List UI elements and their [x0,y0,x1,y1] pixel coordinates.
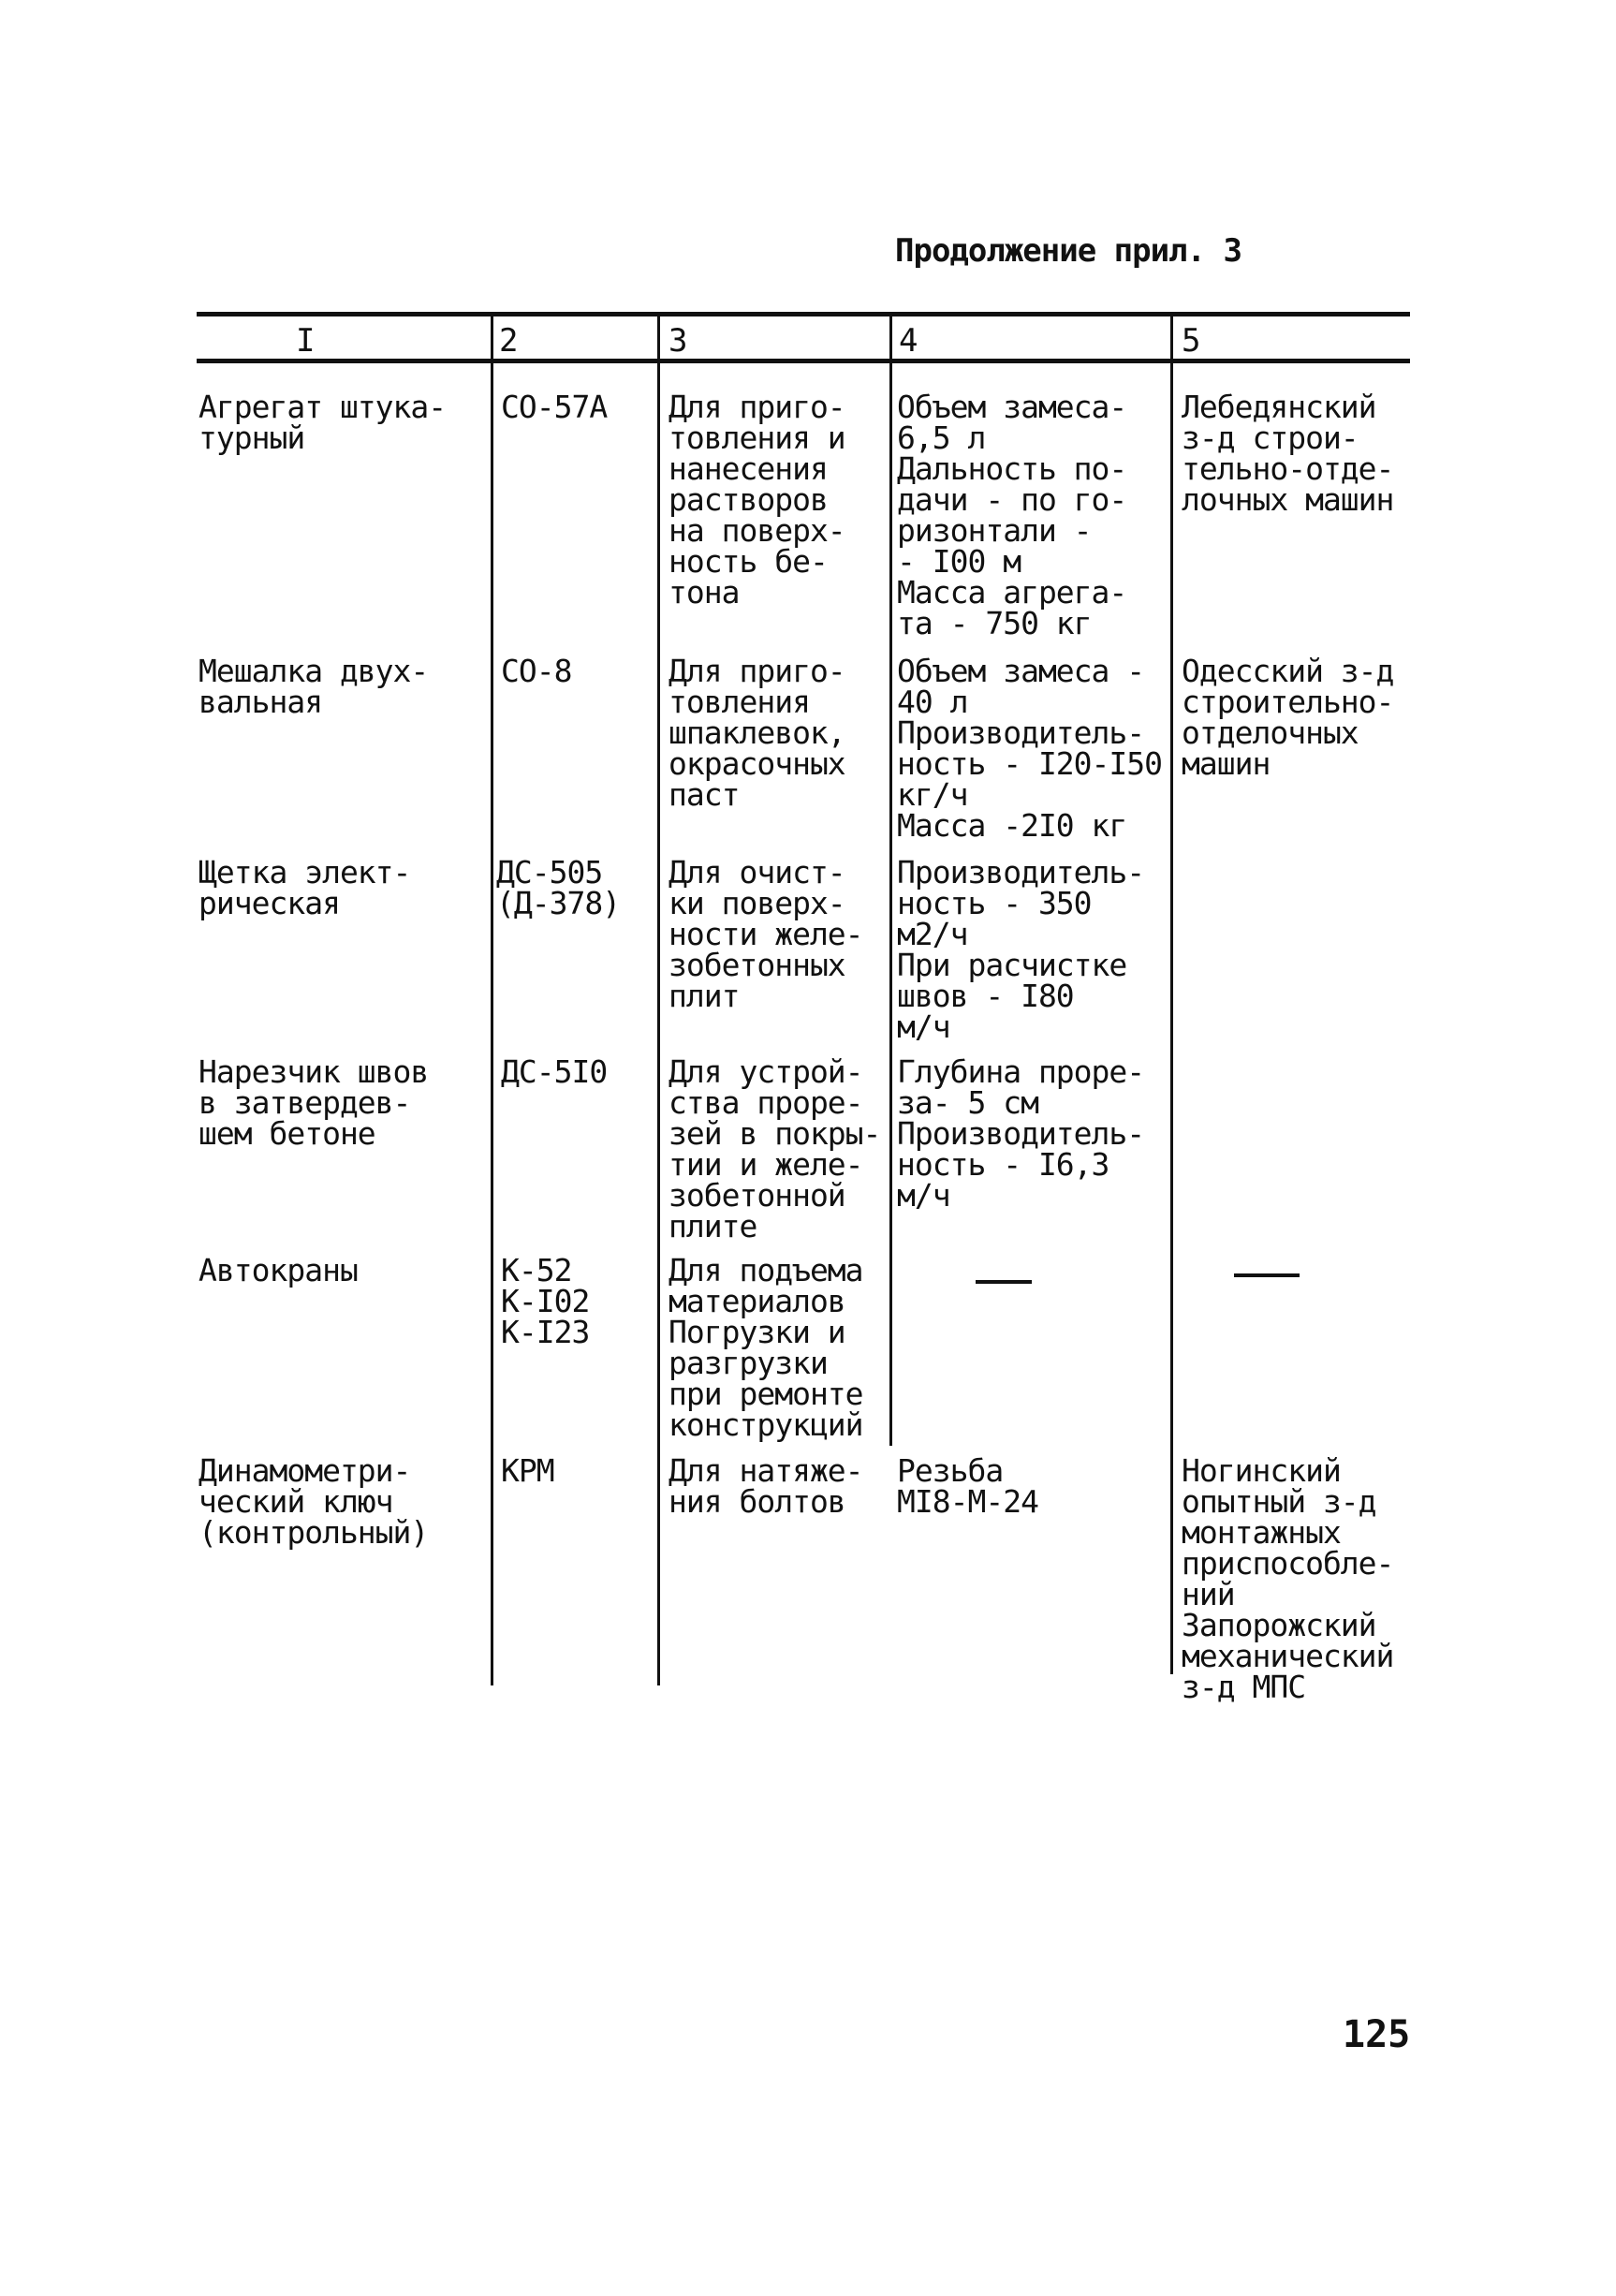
column-header-3: 3 [668,322,688,360]
column-divider-2 [657,316,660,1685]
column-header-5: 5 [1182,322,1201,360]
table-top-rule [197,312,1410,316]
page-number: 125 [1343,2013,1411,2056]
row-1-name: Агрегат штука- турный [198,389,447,456]
row-6-code: КРМ [501,1452,554,1489]
row-4-code: ДС-5I0 [501,1053,608,1090]
row-5-maker-dash [1234,1273,1300,1277]
row-5-name: Автокраны [198,1252,358,1288]
row-1-purpose: Для приго- товления и нанесения растворов на поверх- ность бе- тона [668,389,845,611]
row-4-name: Нарезчик швов в затвердев- шем бетоне [198,1053,429,1152]
row-1-specs: Объем замеса- 6,5 л Дальность по- дачи - по го- ризонтали - - I00 м Масса агрега- та - 750 кг [897,389,1127,641]
row-5-code: К-52 К-I02 К-I23 [501,1252,590,1350]
row-1-maker: Лебедянский з-д строи- тельно-отде- лочных машин [1182,389,1394,518]
row-6-purpose: Для натяже- ния болтов [668,1452,863,1520]
row-2-maker: Одесский з-д строительно- отделочных машин [1182,653,1394,782]
column-divider-3 [889,316,892,1446]
row-3-code: ДС-505 (Д-378) [496,854,621,921]
row-6-maker: Ногинский опытный з-д монтажных приспособле- ний Запорожский механический з-д МПС [1182,1452,1394,1705]
row-6-name: Динамометри- ческий ключ (контрольный) [198,1452,429,1551]
row-1-code: СО-57А [501,389,608,425]
row-2-code: СО-8 [501,653,572,689]
row-2-name: Мешалка двух- вальная [198,653,429,720]
column-header-1: I [296,322,316,360]
row-6-specs: Резьба МI8-М-24 [897,1452,1038,1520]
row-4-purpose: Для устрой- ства проре- зей в покры- тии и желе- зобетонной плите [668,1053,881,1244]
row-3-specs: Производитель- ность - 350 м2/ч При расчистке швов - I80 м/ч [897,854,1145,1045]
row-2-purpose: Для приго- товления шпаклевок, окрасочных паст [668,653,845,813]
row-5-specs-dash [976,1280,1032,1284]
column-divider-1 [491,316,493,1685]
row-3-name: Щетка элект- рическая [198,854,411,921]
row-5-purpose: Для подъема материалов Погрузки и разгрузки при ремонте конструкций [668,1252,863,1443]
row-4-specs: Глубина проре- за- 5 см Производитель- ность - I6,3 м/ч [897,1053,1145,1214]
column-header-4: 4 [899,322,918,360]
column-header-2: 2 [499,322,519,360]
table-header-rule [197,359,1410,363]
column-divider-4 [1170,316,1173,1674]
row-2-specs: Объем замеса - 40 л Производитель- ность - I20-I50 кг/ч Масса -2I0 кг [897,653,1163,844]
continuation-header: Продолжение прил. 3 [895,232,1241,270]
row-3-purpose: Для очист- ки поверх- ности желе- зобетонных плит [668,854,863,1014]
